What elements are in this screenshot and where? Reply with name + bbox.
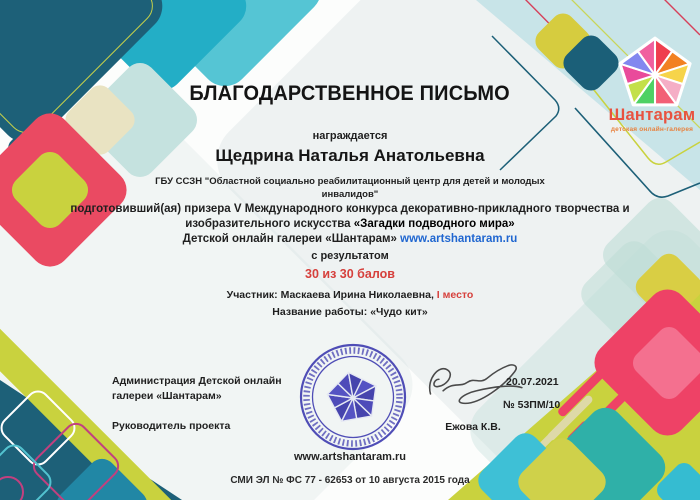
gallery-url-link[interactable]: www.artshantaram.ru — [400, 233, 518, 245]
award-reason-line2 — [0, 218, 700, 230]
result-label: с результатом — [311, 250, 389, 262]
participant-place: I место — [436, 289, 474, 301]
awarded-label: награждается — [312, 130, 388, 142]
result-value: 30 из 30 балов — [305, 267, 395, 281]
reason-prefix: изобразительного искусства — [185, 218, 354, 230]
participant-name: Участник: Маскаева Ирина Николаевна, — [226, 289, 437, 301]
signer-name: Ежова К.В. — [445, 421, 501, 433]
contest-name: «Загадки подводного мира» — [353, 218, 515, 230]
certificate-title: БЛАГОДАРСТВЕННОЕ ПИСЬМО — [189, 82, 511, 105]
work-title-line: Название работы: «Чудо кит» — [272, 306, 428, 318]
gallery-name: Детской онлайн галереи «Шантарам» — [182, 233, 401, 245]
award-reason-line1: подготовивший(ая) призера V Международного конкурса декоративно-прикладного творчества и — [70, 203, 630, 215]
round-stamp-icon — [298, 342, 408, 452]
participant-line — [0, 289, 700, 301]
logo-tagline: детская онлайн-галерея — [610, 126, 694, 133]
document-number: № 53ПМ/10 — [503, 399, 561, 411]
issue-date: 20.07.2021 — [506, 376, 559, 388]
organization-name: ГБУ ССЗН "Областной социально реабилитационный центр для детей и молодых инвалидов" — [155, 176, 545, 200]
administration-line: Администрация Детской онлайн галереи «Шантарам» — [112, 375, 282, 403]
media-registration-line: СМИ ЭЛ № ФС 77 - 62653 от 10 августа 2015 года — [230, 475, 470, 486]
project-head-line: Руководитель проекта — [112, 420, 231, 432]
logo-wordmark: Шантарам — [608, 106, 696, 124]
site-url: www.artshantaram.ru — [293, 451, 407, 463]
recipient-name: Щедрина Наталья Анатольевна — [215, 146, 485, 165]
gallery-line — [0, 233, 700, 245]
